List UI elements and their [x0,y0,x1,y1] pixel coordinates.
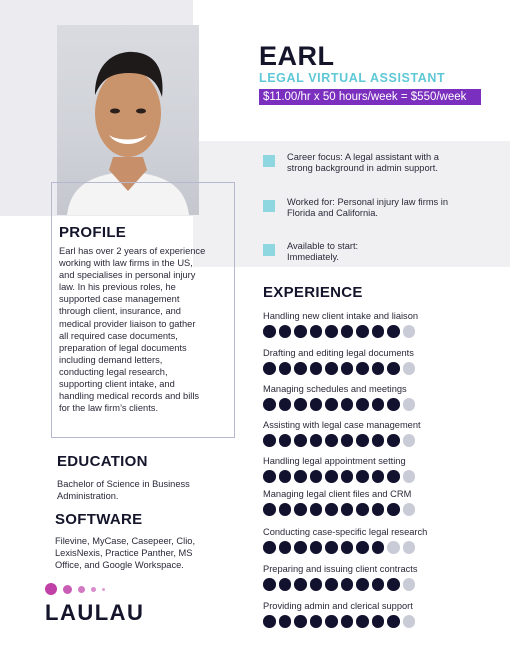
rating-dot-empty [403,434,416,447]
highlight-availability [263,241,358,263]
rating-dot-empty [403,362,416,375]
rating-dot-empty [403,398,416,411]
profile-line: conducting legal research, [59,366,168,377]
rating-dot-filled [310,541,323,554]
rating-dot-filled [279,541,292,554]
rating-dot-filled [387,470,400,483]
highlight-text-line: strong background in admin support. [287,163,438,173]
rating-dot-filled [356,325,369,338]
skill-label: Handling legal appointment setting [263,456,406,466]
experience-heading: EXPERIENCE [263,284,363,301]
rating-dot-empty [403,541,416,554]
rating-dot-filled [325,541,338,554]
skill-label: Providing admin and clerical support [263,601,413,611]
rating-dot-filled [387,398,400,411]
software-heading: SOFTWARE [55,511,143,528]
rating-dot-filled [294,434,307,447]
education-text [57,478,190,502]
rating-dot-filled [341,470,354,483]
rating-dot-filled [356,398,369,411]
rating-dot-filled [294,470,307,483]
skill-label: Managing schedules and meetings [263,384,407,394]
company-logo-text: LAULAU [45,600,145,625]
rating-dot-filled [372,615,385,628]
rating-dot-filled [294,503,307,516]
profile-line: supporting client intake, and [59,379,175,390]
rating-dot-filled [372,398,385,411]
candidate-name: EARL [259,41,335,71]
rating-dot-filled [356,362,369,375]
rating-dot-filled [263,434,276,447]
rating-dot-filled [263,470,276,483]
rating-dot-filled [341,541,354,554]
profile-line: all required case documents, [59,330,178,341]
skill-item [263,526,503,554]
logo-dots-icon [45,583,105,595]
rating-dot-filled [325,503,338,516]
rating-dot-filled [356,434,369,447]
software-line: Office, and Google Workspace. [55,560,184,571]
teal-square-icon [263,200,275,212]
skill-label: Drafting and editing legal documents [263,348,414,358]
rating-dot-filled [372,470,385,483]
rating-dot-filled [341,362,354,375]
skill-item [263,600,503,628]
rating-dot-filled [341,578,354,591]
rating-dot-filled [310,503,323,516]
rate-banner: $11.00/hr x 50 hours/week = $550/week [259,89,481,105]
skill-rating-dots [263,434,503,447]
rating-dot-filled [387,325,400,338]
rating-dot-filled [325,398,338,411]
profile-line: Earl has over 2 years of experience [59,246,206,256]
highlight-text-line: Immediately. [287,252,340,262]
skill-label: Assisting with legal case management [263,420,421,430]
education-line: Bachelor of Science in Business [57,479,190,489]
rating-dot-filled [310,615,323,628]
rating-dot-filled [325,325,338,338]
rating-dot-filled [310,578,323,591]
highlight-text-line: Career focus: A legal assistant with a [287,152,439,162]
rating-dot-empty [403,325,416,338]
rating-dot-filled [263,578,276,591]
profile-line: and specialises in personal injury [59,270,196,281]
rating-dot-filled [372,503,385,516]
rating-dot-filled [310,434,323,447]
rating-dot-filled [294,398,307,411]
skill-item [263,419,503,447]
rating-dot-filled [325,434,338,447]
rating-dot-filled [310,398,323,411]
skill-label: Handling new client intake and liaison [263,311,419,321]
rating-dot-filled [325,470,338,483]
skill-item [263,455,503,483]
profile-text [59,245,234,414]
rating-dot-filled [263,541,276,554]
software-line: Filevine, MyCase, Casepeer, Clio, [55,536,196,546]
rating-dot-filled [294,362,307,375]
profile-line: for the law firm’s clients. [59,403,159,414]
rating-dot-filled [279,434,292,447]
profile-line: working with law firms in the US, [59,258,193,269]
rating-dot-filled [341,398,354,411]
rating-dot-filled [279,615,292,628]
skill-rating-dots [263,578,503,591]
highlight-text-line: Available to start: [287,241,359,251]
rating-dot-filled [341,434,354,447]
rating-dot-filled [310,362,323,375]
rating-dot-filled [263,325,276,338]
highlight-career-focus [263,152,439,174]
software-text [55,535,195,571]
rating-dot-filled [279,578,292,591]
rating-dot-filled [263,615,276,628]
candidate-role: LEGAL VIRTUAL ASSISTANT [259,71,446,85]
profile-line: preparation of legal documents [59,342,187,353]
rating-dot-filled [341,325,354,338]
rating-dot-filled [279,503,292,516]
rating-dot-filled [279,362,292,375]
profile-line: supported case management [59,294,180,305]
skill-item [263,383,503,411]
rating-dot-filled [294,325,307,338]
highlight-text-line: Worked for: Personal injury law firms in [287,197,449,207]
skill-rating-dots [263,541,503,554]
education-line: Administration. [57,491,119,502]
highlight-text-line: Florida and California. [287,208,378,218]
skill-rating-dots [263,615,503,628]
rating-dot-filled [310,325,323,338]
rating-dot-filled [372,362,385,375]
rating-dot-filled [294,615,307,628]
skill-label: Preparing and issuing client contracts [263,564,418,574]
rating-dot-filled [372,578,385,591]
rating-dot-empty [403,578,416,591]
software-line: LexisNexis, Practice Panther, MS [55,548,193,559]
rating-dot-filled [387,362,400,375]
rating-dot-filled [356,541,369,554]
rating-dot-filled [325,615,338,628]
skill-item [263,310,503,338]
rating-dot-filled [279,470,292,483]
skill-item [263,488,503,516]
education-heading: EDUCATION [57,453,148,470]
rating-dot-filled [372,434,385,447]
skill-rating-dots [263,362,503,375]
rating-dot-filled [356,615,369,628]
rating-dot-filled [387,434,400,447]
rating-dot-filled [310,470,323,483]
skill-label: Conducting case-specific legal research [263,527,428,537]
rating-dot-filled [387,578,400,591]
rating-dot-filled [372,325,385,338]
profile-line: medical provider liaison to gather [59,318,196,329]
profile-line: handling medical records and bills [59,391,200,402]
rating-dot-filled [341,503,354,516]
skill-item [263,563,503,591]
rating-dot-empty [403,470,416,483]
rating-dot-filled [279,325,292,338]
teal-square-icon [263,244,275,256]
rating-dot-filled [341,615,354,628]
rating-dot-filled [356,503,369,516]
rating-dot-filled [325,362,338,375]
rating-dot-filled [325,578,338,591]
rating-dot-filled [294,578,307,591]
profile-heading: PROFILE [59,224,127,241]
skill-rating-dots [263,325,503,338]
profile-line: including demand letters, [59,354,163,365]
rating-dot-filled [263,503,276,516]
rating-dot-filled [356,578,369,591]
rating-dot-filled [263,398,276,411]
highlight-worked-for [263,197,448,219]
rating-dot-empty [387,541,400,554]
rating-dot-empty [403,615,416,628]
rating-dot-filled [387,615,400,628]
rating-dot-empty [403,503,416,516]
skill-item [263,347,503,375]
rating-dot-filled [294,541,307,554]
profile-line: law. In his previous roles, he [59,282,176,293]
rating-dot-filled [279,398,292,411]
skill-rating-dots [263,470,503,483]
rating-dot-filled [356,470,369,483]
teal-square-icon [263,155,275,167]
rating-dot-filled [387,503,400,516]
skill-rating-dots [263,398,503,411]
rating-dot-filled [372,541,385,554]
rating-dot-filled [263,362,276,375]
skill-rating-dots [263,503,503,516]
profile-line: through client, insurance, and [59,306,181,317]
skill-label: Managing legal client files and CRM [263,489,412,499]
